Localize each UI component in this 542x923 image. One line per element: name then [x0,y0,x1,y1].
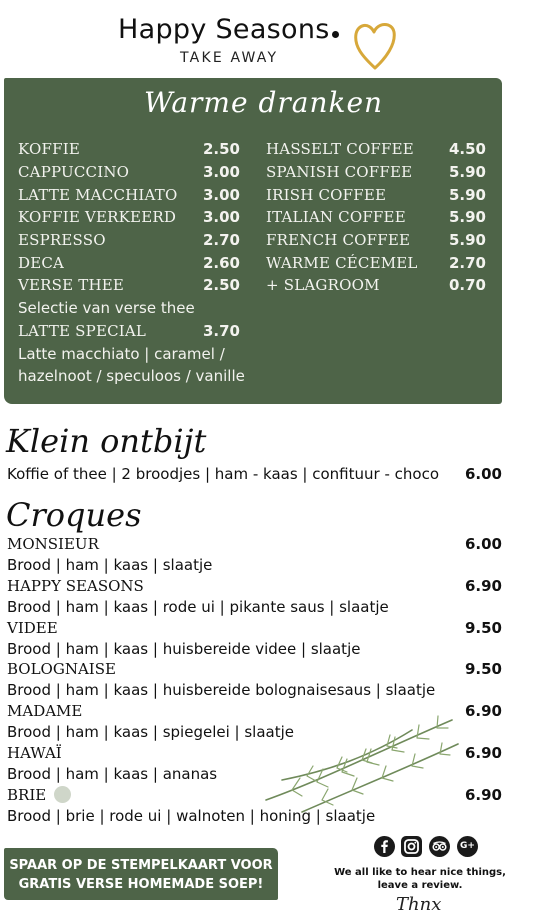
drink-price: 5.90 [448,163,486,181]
croque-description: Brood | ham | kaas | ananas [7,765,218,783]
brand-subtitle: TAKE AWAY [180,50,279,66]
drink-name: KOFFIE [18,140,80,158]
ontbijt-description: Koffie of thee | 2 broodjes | ham - kaas | confituur - choco [7,465,439,483]
drink-price: 3.00 [202,186,240,204]
brand-dot [332,31,339,38]
drink-name: DECA [18,254,65,272]
drink-price: 0.70 [448,276,486,294]
drink-price: 4.50 [448,140,486,158]
croque-name: MADAME [7,702,83,720]
croque-name: HAPPY SEASONS [7,577,144,595]
drink-name: ESPRESSO [18,231,106,249]
facebook-icon[interactable] [374,836,395,857]
croque-price: 6.90 [464,702,502,720]
instagram-icon[interactable] [401,836,422,857]
drink-name: LATTE SPECIAL [18,322,147,340]
review-message [330,866,510,892]
croque-description: Brood | ham | kaas | slaatje [7,556,213,574]
heart-logo-icon [352,16,398,76]
ontbijt-title: Klein ontbijt [6,422,207,460]
google-plus-icon[interactable]: G+ [457,836,478,857]
latte-special-description: hazelnoot / speculoos / vanille [18,367,245,385]
croque-price: 9.50 [464,660,502,678]
stamp-card-promo [4,848,278,900]
croque-description: Brood | ham | kaas | huisbereide videe | slaatje [7,640,361,658]
drink-name: ITALIAN COFFEE [266,208,406,226]
drink-price: 5.90 [448,186,486,204]
croque-name: VIDEE [7,619,58,637]
drink-name: SPANISH COFFEE [266,163,413,181]
warm-drinks-panel [4,78,502,404]
croque-name [7,786,71,804]
vegetarian-leaf-icon [54,786,71,803]
drink-price: 2.50 [202,140,240,158]
warm-drinks-title: Warme dranken [144,86,384,119]
drink-name: + SLAGROOM [266,276,380,294]
croque-price: 6.90 [464,786,502,804]
croque-price: 9.50 [464,619,502,637]
rosemary-illustration [262,700,462,820]
brand-name: Happy Seasons [118,14,339,45]
croque-price: 6.90 [464,744,502,762]
drink-name: LATTE MACCHIATO [18,186,178,204]
review-line-2: leave a review. [377,880,463,891]
croque-price: 6.90 [464,577,502,595]
drink-name: HASSELT COFFEE [266,140,414,158]
review-line-1: We all like to hear nice things, [334,867,506,878]
drink-name: KOFFIE VERKEERD [18,208,177,226]
croque-price: 6.00 [464,535,502,553]
drink-price: 5.90 [448,231,486,249]
drink-price: 2.70 [202,231,240,249]
drink-name: CAPPUCCINO [18,163,130,181]
croque-description: Brood | ham | kaas | huisbereide bolognaisesaus | slaatje [7,681,436,699]
drink-price: 3.00 [202,163,240,181]
drink-price: 2.70 [448,254,486,272]
drink-name: WARME CÉCEMEL [266,254,418,272]
croque-name: BOLOGNAISE [7,660,116,678]
croques-title: Croques [6,496,142,534]
drink-name: VERSE THEE [18,276,125,294]
croque-name-text: BRIE [7,786,47,804]
thee-description: Selectie van verse thee [18,299,195,317]
croque-description: Brood | brie | rode ui | walnoten | honing | slaatje [7,807,376,825]
tripadvisor-icon[interactable] [429,836,450,857]
header [0,10,542,72]
ontbijt-price: 6.00 [464,465,502,483]
croque-description: Brood | ham | kaas | spiegelei | slaatje [7,723,294,741]
drink-price: 5.90 [448,208,486,226]
croque-name: MONSIEUR [7,535,99,553]
promo-line-1: SPAAR OP DE STEMPELKAART VOOR [9,858,273,873]
drink-name: IRISH COFFEE [266,186,387,204]
croque-description: Brood | ham | kaas | rode ui | pikante saus | slaatje [7,598,389,616]
croque-name: HAWAÏ [7,744,62,762]
drink-price: 3.70 [202,322,240,340]
promo-line-2: GRATIS VERSE HOMEMADE SOEP! [18,877,264,892]
drink-name: FRENCH COFFEE [266,231,411,249]
drink-price: 2.60 [202,254,240,272]
drink-price: 3.00 [202,208,240,226]
thanks-signature: Thnx [396,894,442,915]
latte-special-description: Latte macchiato | caramel / [18,345,225,363]
drink-price: 2.50 [202,276,240,294]
